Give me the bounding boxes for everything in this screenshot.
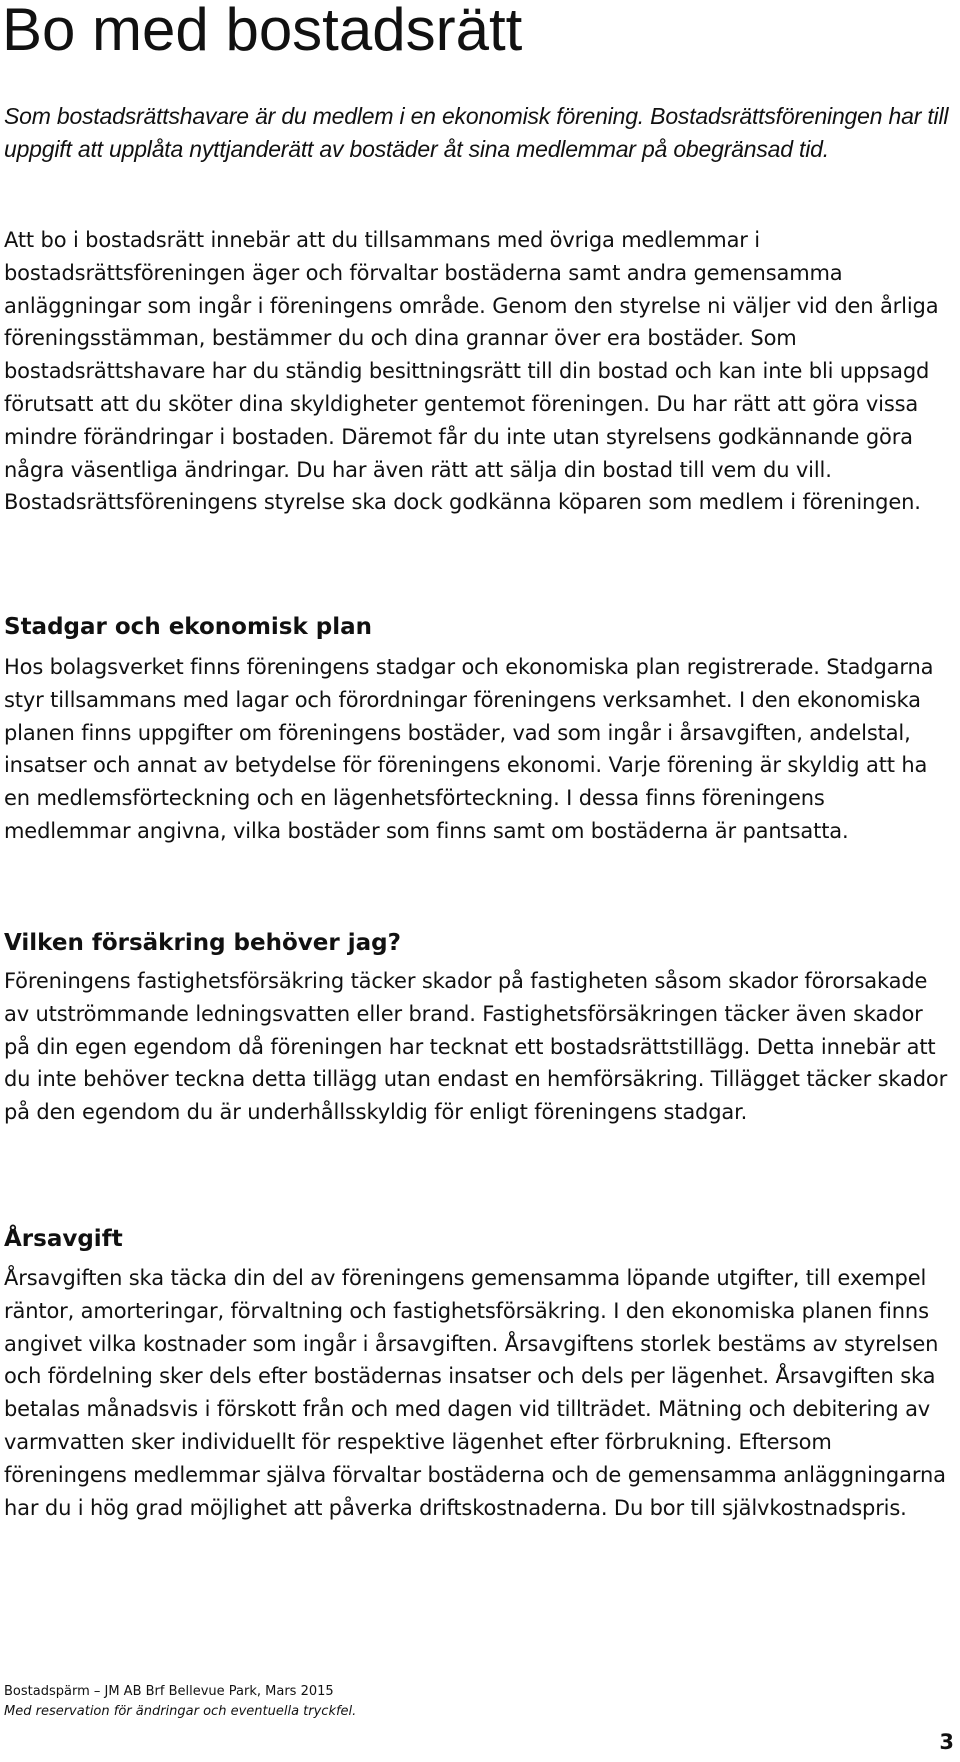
section-heading-stadgar [4, 611, 372, 643]
page-title: Bo med bostadsrätt [2, 0, 523, 63]
section-text-arsavgift: Årsavgiften ska täcka din del av föreningens gemensamma löpande utgifter, till exempel räntor, amorteringar, förvaltning och fastighetsförsäkring. I den ekonomiska planen finns angivet vilka kostnader som ingår i årsavgiften. Årsavgiftens storlek bestäms av styrelsen och fördelning sker dels efter bostädernas insatser och dels per lägenhet. Årsavgiften ska betalas månadsvis i förskott från och med dagen vid tillträdet. Mätning och debitering av varmvatten sker individuellt för respektive lägenhet efter förbrukning. Eftersom föreningens medlemmar själva förvaltar bostäderna och de gemensamma anläggningarna har du i hög grad möjlighet att påverka driftskostnaderna. Du bor till självkostnadspris. [4, 1266, 946, 1520]
body-paragraph: Att bo i bostadsrätt innebär att du tillsammans med övriga medlemmar i bostadsrättsföreningen äger och förvaltar bostäderna samt andra gemensamma anläggningar som ingår i föreningens område. Genom den styrelse ni väljer vid den årliga föreningsstämman, bestämmer du och dina grannar över era bostäder. Som bostadsrättshavare har du ständig besittningsrätt till din bostad och kan inte bli uppsagd förutsatt att du sköter dina skyldigheter gentemot föreningen. Du har rätt att göra vissa mindre förändringar i bostaden. Däremot får du inte utan styrelsens godkännande göra några väsentliga ändringar. Du har även rätt att sälja din bostad till vem du vill. Bostadsrättsföreningens styrelse ska dock godkänna köparen som medlem i föreningen. [4, 228, 939, 515]
section-heading-forsakring: Vilken försäkring behöver jag? [4, 930, 401, 956]
section-text-stadgar: Hos bolagsverket finns föreningens stadgar och ekonomiska plan registrerade. Stadgarna styr tillsammans med lagar och förordningar föreningens verksamhet. I den ekonomiska planen finns uppgifter om föreningens bostäder, vad som ingår i årsavgiften, andelstal, insatser och annat av betydelse för föreningens ekonomi. Varje förening är skyldig att ha en medlemsförteckning och en lägenhetsförteckning. I dessa finns föreningens medlemmar angivna, vilka bostäder som finns samt om bostäderna är pantsatta. [4, 655, 934, 843]
section-heading-stadgar-text: Stadgar och ekonomisk plan [4, 614, 373, 640]
intro-paragraph: Som bostadsrättshavare är du medlem i en ekonomisk förening. Bostadsrättsföreningen har till uppgift att upplåta nyttjanderätt av bostäder åt sina medlemmar på obegränsad tid. [4, 103, 949, 162]
page-number: 3 [939, 1730, 954, 1754]
page-footer [4, 1682, 356, 1722]
footer-disclaimer: Med reservation för ändringar och eventuella tryckfel. [4, 1704, 357, 1719]
footer-document-info: Bostadspärm – JM AB Brf Bellevue Park, Mars 2015 [4, 1684, 334, 1699]
section-heading-arsavgift: Årsavgift [4, 1226, 123, 1252]
section-text-forsakring: Föreningens fastighetsförsäkring täcker skador på fastigheten såsom skador förorsakade av utströmmande ledningsvatten eller brand. Fastighetsförsäkringen täcker även skador på din egen egendom då föreningen har tecknat ett bostadsrättstillägg. Detta innebär att du inte behöver teckna detta tillägg utan endast en hemförsäkring. Tillägget täcker skador på den egendom du är underhållsskyldig för enligt föreningens stadgar. [4, 969, 948, 1125]
